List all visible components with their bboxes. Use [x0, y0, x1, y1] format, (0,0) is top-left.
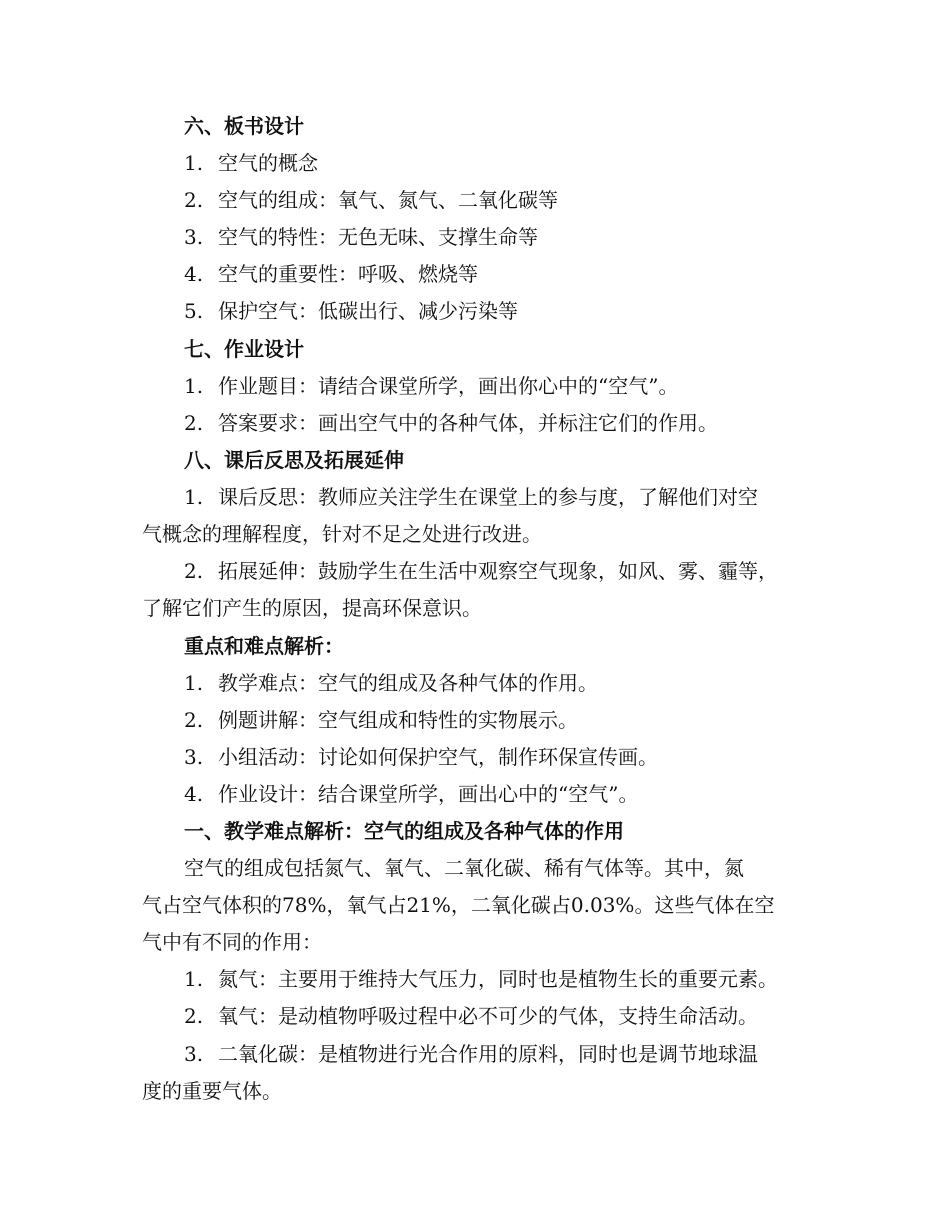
- list-item: 2. 答案要求：画出空气中的各种气体，并标注它们的作用。: [184, 411, 718, 435]
- section-heading-difficulty-analysis: 一、教学难点解析：空气的组成及各种气体的作用: [184, 819, 624, 843]
- paragraph-line: 气概念的理解程度，针对不足之处进行改进。: [142, 522, 542, 546]
- paragraph-line: 气中有不同的作用：: [142, 930, 322, 954]
- list-item: 5. 保护空气：低碳出行、减少污染等: [184, 299, 518, 323]
- section-heading-key-points: 重点和难点解析：: [184, 634, 344, 658]
- list-item: 3. 小组活动：讨论如何保护空气，制作环保宣传画。: [184, 745, 658, 769]
- list-item: 1. 空气的概念: [184, 151, 318, 175]
- section-heading-reflection: 八、课后反思及拓展延伸: [184, 448, 404, 472]
- paragraph-line: 度的重要气体。: [142, 1079, 282, 1103]
- list-item: 2. 空气的组成：氧气、氮气、二氧化碳等: [184, 188, 558, 212]
- paragraph-line: 空气的组成包括氮气、氧气、二氧化碳、稀有气体等。其中，氮: [184, 856, 744, 880]
- list-item: 3. 空气的特性：无色无味、支撑生命等: [184, 225, 538, 249]
- paragraph-line: 气占空气体积的78%，氧气占21%，二氧化碳占0.03%。这些气体在空: [142, 893, 775, 917]
- paragraph-line: 了解它们产生的原因，提高环保意识。: [142, 596, 482, 620]
- list-item: 1. 氮气：主要用于维持大气压力，同时也是植物生长的重要元素。: [184, 967, 778, 991]
- list-item: 2. 氧气：是动植物呼吸过程中必不可少的气体，支持生命活动。: [184, 1004, 758, 1028]
- paragraph-line: 1. 课后反思：教师应关注学生在课堂上的参与度，了解他们对空: [184, 485, 758, 509]
- list-item: 4. 空气的重要性：呼吸、燃烧等: [184, 262, 478, 286]
- list-item: 2. 例题讲解：空气组成和特性的实物展示。: [184, 708, 578, 732]
- list-item: 1. 作业题目：请结合课堂所学，画出你心中的“空气”。: [184, 374, 679, 398]
- section-heading-homework-design: 七、作业设计: [184, 337, 304, 361]
- list-item: 4. 作业设计：结合课堂所学，画出心中的“空气”。: [184, 782, 639, 806]
- paragraph-line: 3. 二氧化碳：是植物进行光合作用的原料，同时也是调节地球温: [184, 1042, 758, 1066]
- section-heading-board-design: 六、板书设计: [184, 114, 304, 138]
- paragraph-line: 2. 拓展延伸：鼓励学生在生活中观察空气现象，如风、雾、霾等，: [184, 559, 778, 583]
- list-item: 1. 教学难点：空气的组成及各种气体的作用。: [184, 671, 598, 695]
